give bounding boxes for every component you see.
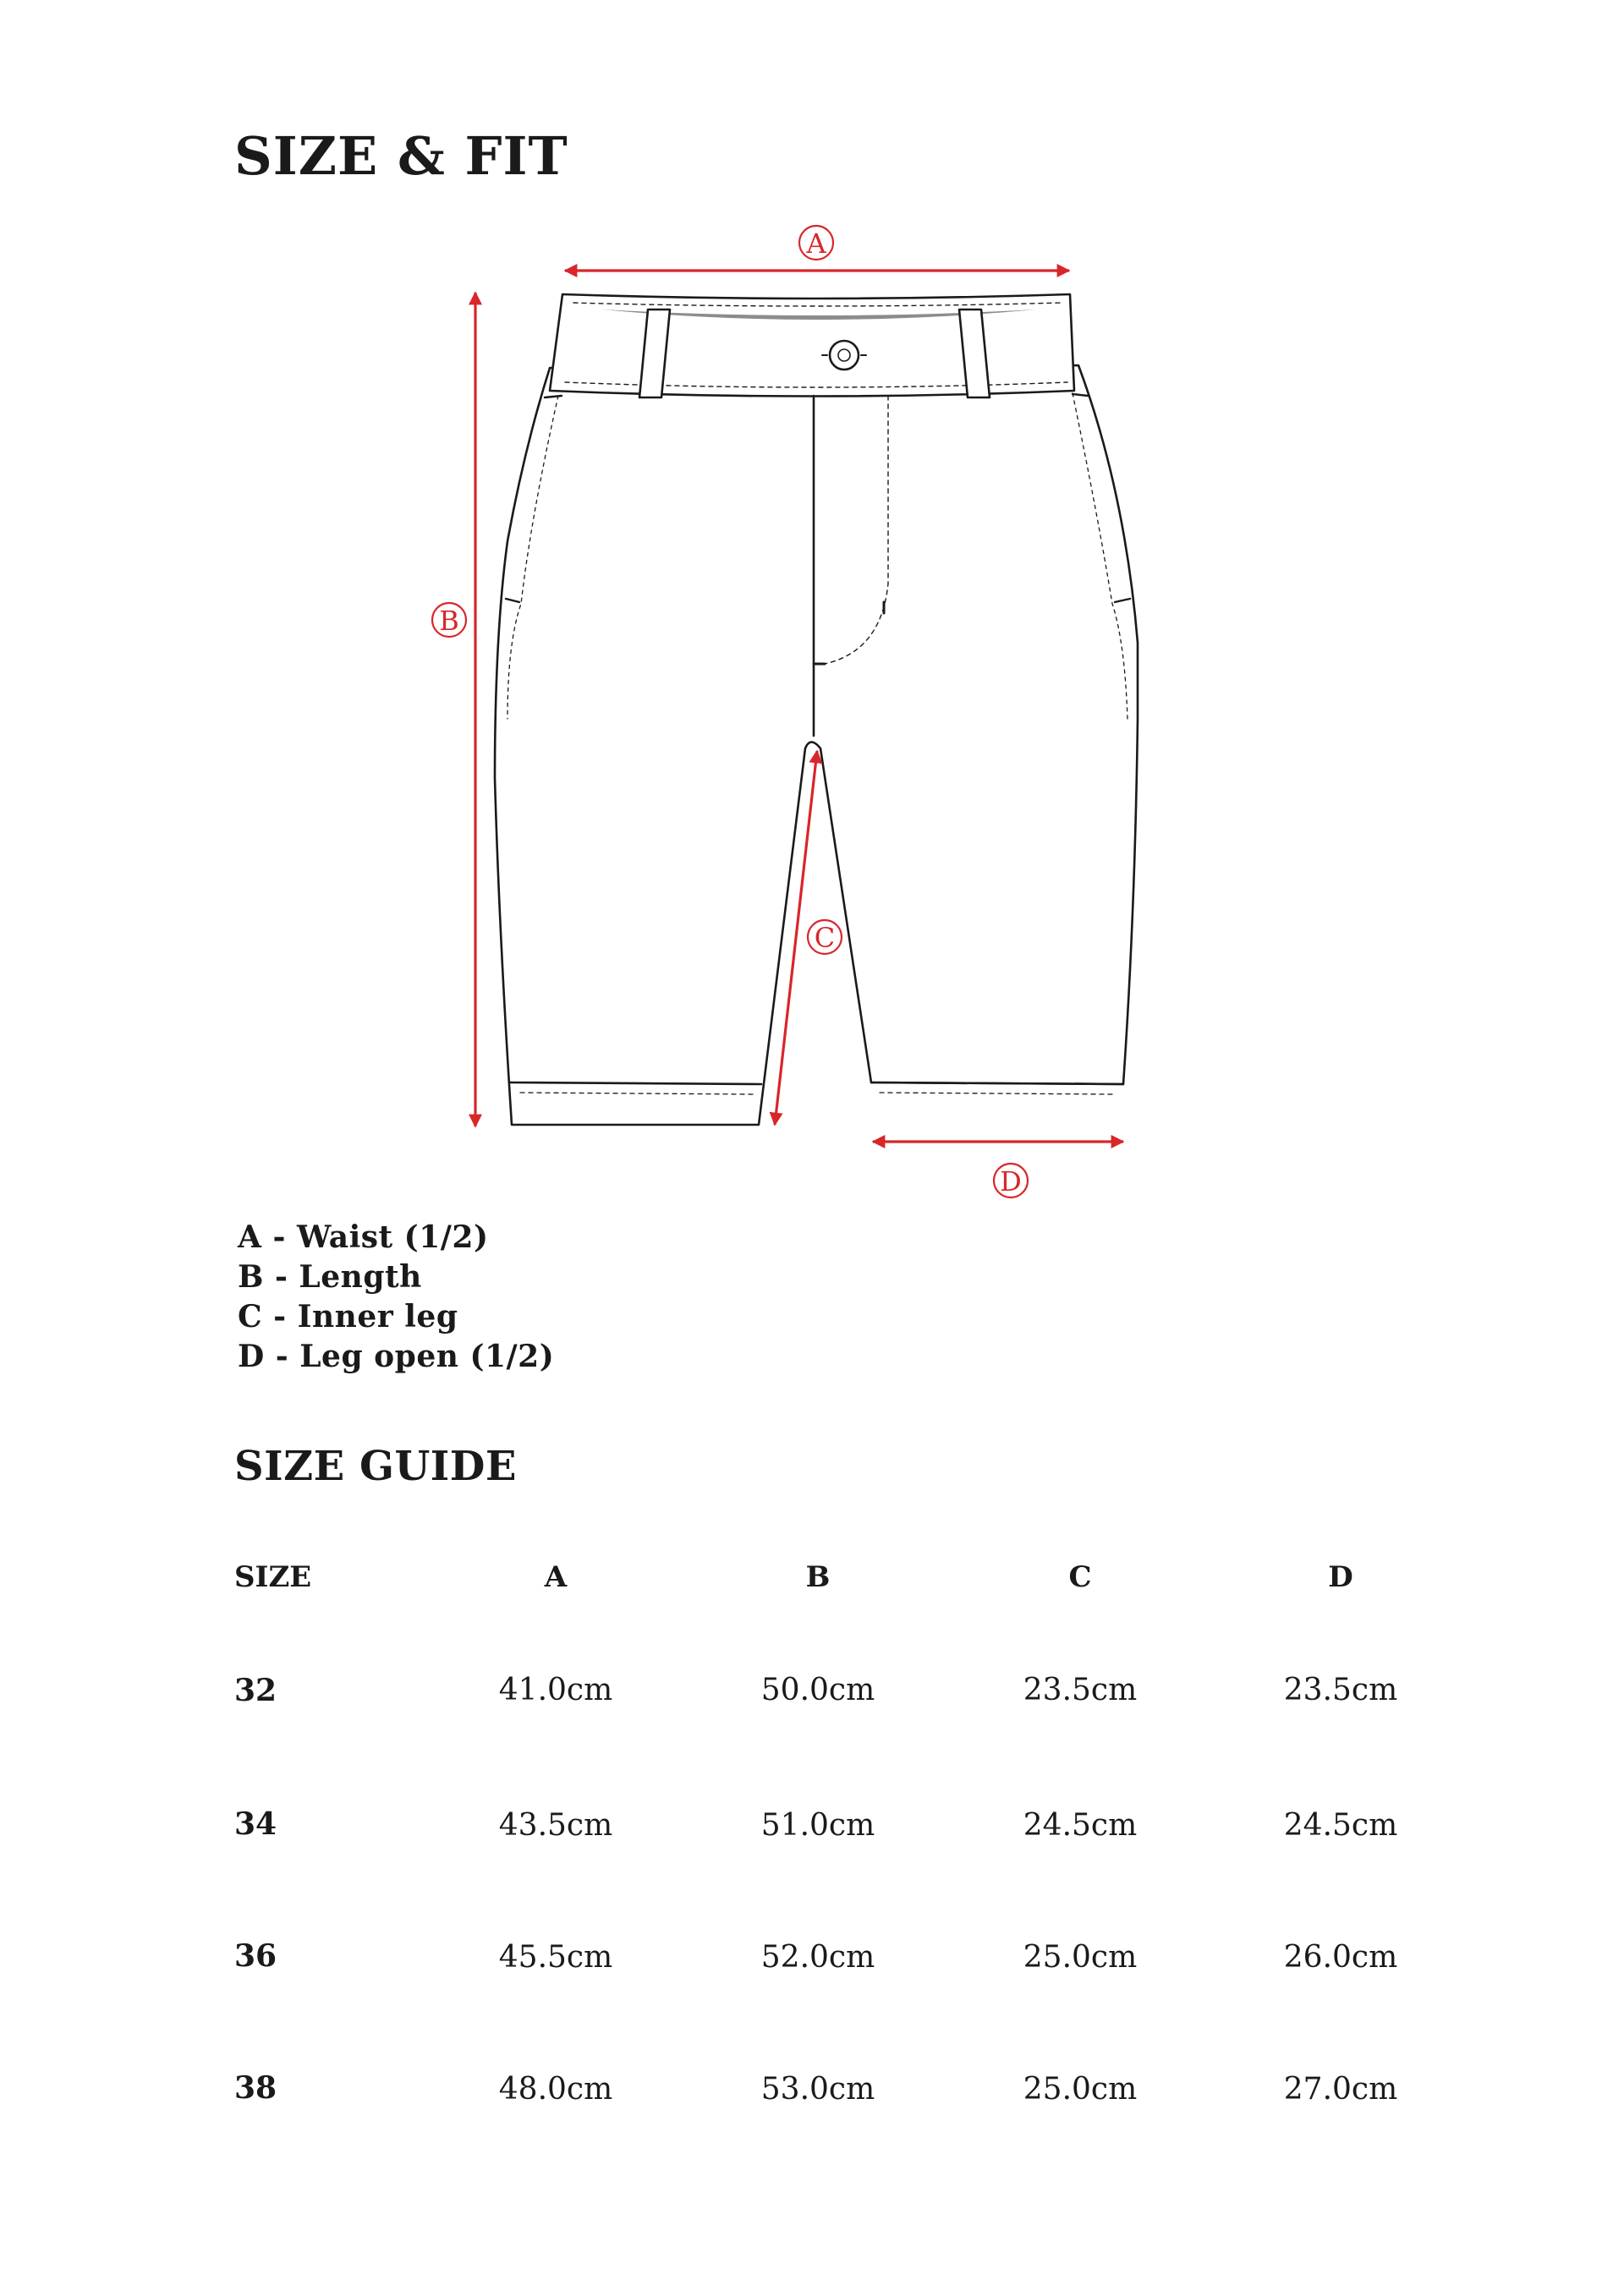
table-cell-a: 45.5cm: [498, 1940, 613, 1975]
page-title: SIZE & FIT: [234, 125, 568, 187]
table-cell-c: 24.5cm: [1023, 1808, 1138, 1843]
table-row-size: 32: [234, 1673, 277, 1708]
table-cell-a: 41.0cm: [498, 1673, 613, 1707]
table-cell-d: 26.0cm: [1283, 1940, 1398, 1975]
table-header-b: B: [805, 1560, 831, 1594]
measurement-legend: [238, 1218, 554, 1377]
table-cell-b: 50.0cm: [760, 1673, 875, 1707]
table-cell-d: 27.0cm: [1283, 2072, 1398, 2107]
label-c-marker: [808, 920, 842, 954]
table-header-c: C: [1068, 1560, 1092, 1594]
table-cell-c: 25.0cm: [1023, 2072, 1138, 2107]
size-guide-title: SIZE GUIDE: [234, 1443, 517, 1490]
label-c: C: [814, 922, 836, 954]
table-cell-a: 43.5cm: [498, 1808, 613, 1843]
label-d-marker: [994, 1164, 1028, 1197]
legend-item-b: B - Length: [238, 1259, 422, 1295]
label-a: A: [806, 227, 826, 260]
table-cell-d: 24.5cm: [1283, 1808, 1398, 1843]
table-cell-a: 48.0cm: [498, 2072, 613, 2107]
legend-item-a: A - Waist (1/2): [238, 1219, 489, 1255]
table-cell-c: 25.0cm: [1023, 1940, 1138, 1975]
shorts-illustration: [495, 294, 1138, 1125]
table-cell-b: 52.0cm: [760, 1940, 875, 1975]
label-d: D: [1000, 1165, 1022, 1197]
table-cell-c: 23.5cm: [1023, 1673, 1138, 1707]
table-cell-b: 53.0cm: [760, 2072, 875, 2107]
table-row-size: 38: [234, 2070, 277, 2106]
legend-item-d: D - Leg open (1/2): [238, 1339, 555, 1374]
table-header-a: A: [544, 1560, 568, 1594]
label-a-marker: [799, 226, 833, 260]
table-cell-b: 51.0cm: [760, 1808, 875, 1843]
label-b: B: [439, 605, 459, 637]
table-row-size: 34: [234, 1806, 277, 1842]
table-row-size: 36: [234, 1938, 277, 1974]
label-b-marker: [432, 603, 466, 637]
table-cell-d: 23.5cm: [1283, 1673, 1398, 1707]
table-header-d: D: [1328, 1560, 1353, 1594]
table-header-size: SIZE: [234, 1560, 312, 1594]
legend-item-c: C - Inner leg: [238, 1299, 458, 1334]
